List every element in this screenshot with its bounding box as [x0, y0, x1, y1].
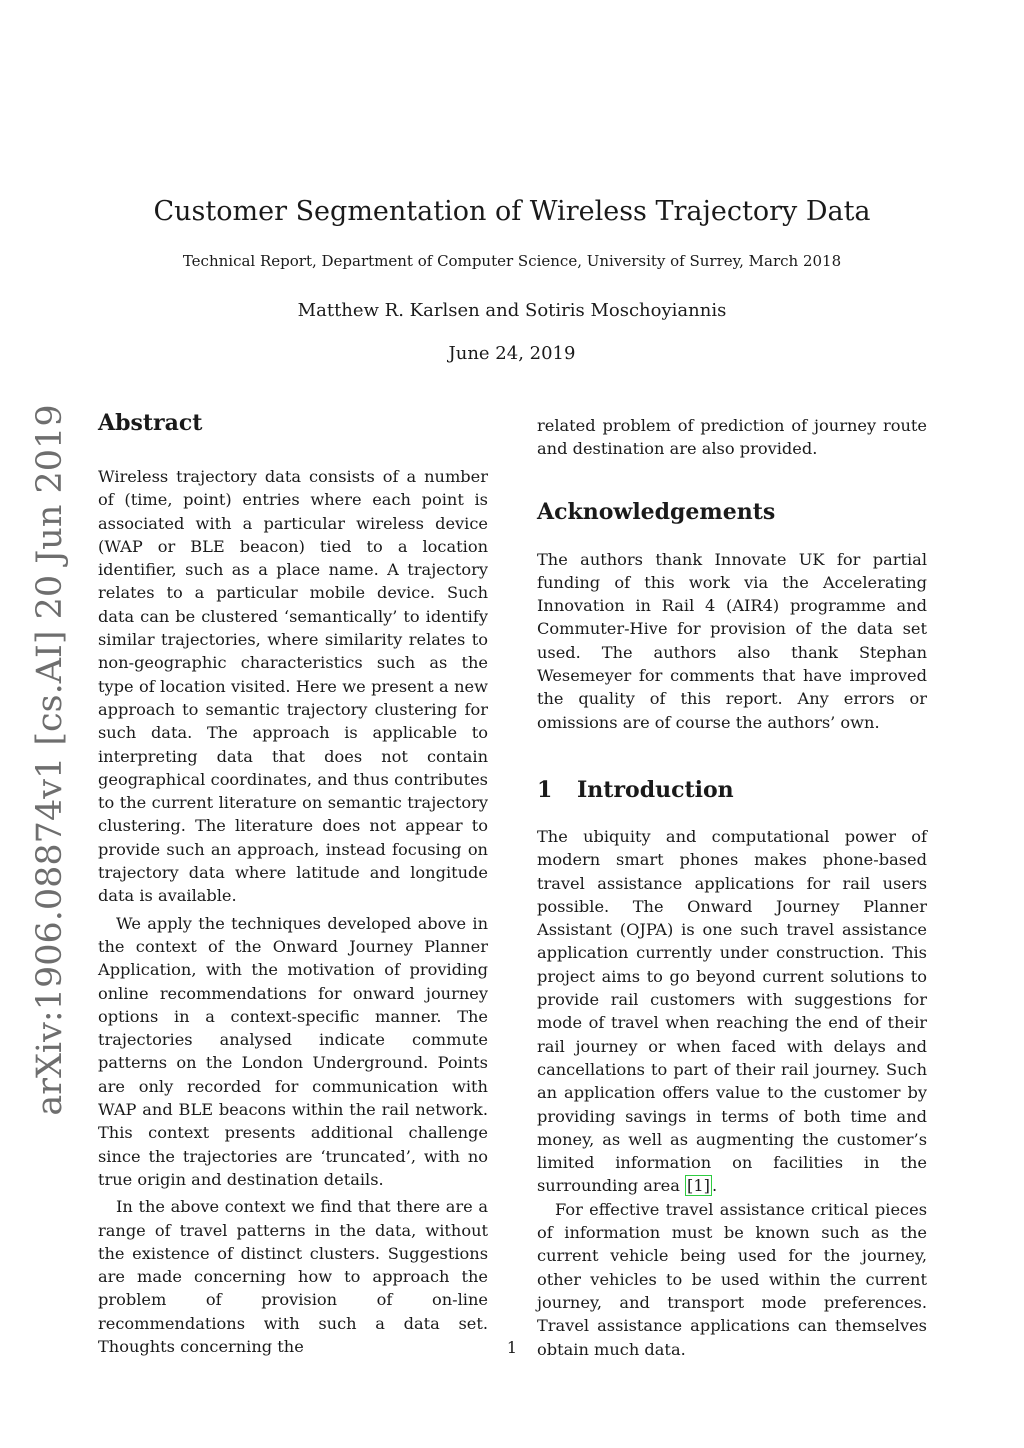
intro-text: The ubiquity and computational power of modern smart phones makes phone-based travel assistance applications for rail users possible. The Onward Journey Planner Assistant (OJPA) is one such travel assistance application currently under construction. This project aims to go beyond current solutions to provide rail customers with suggestions for mode of travel when reaching the end of their rail journey or when faced with delays and cancellations to part of their rail journey. Such an application offers value to the customer by providing savings in terms of both time and money, as well as augmenting the customer’s limited information on facilities in the surrounding area [537, 826, 927, 1196]
abstract-paragraph-3: In the above context we find that there are a range of travel patterns in the data, without the existence of distinct clusters. Suggestions are made concerning how to approach the problem of provision of on-line recommendations with such a data set. Thoughts concerning the [98, 1197, 488, 1356]
introduction-heading [537, 775, 927, 805]
report-subtitle: Technical Report, Department of Computer Science, University of Surrey, March 2018 [182, 252, 842, 270]
section-number: 1 [537, 776, 553, 803]
abstract-paragraph-2: We apply the techniques developed above in the context of the Onward Journey Planner Application, with the motivation of providing online recommendations for onward journey options in a context-specific manner. The trajectories analysed indicate commute patterns on the London Underground. Points are only recorded for communication with WAP and BLE beacons within the rail network. This context presents additional challenge since the trajectories are ‘truncated’, with no true origin and destination details. [98, 913, 488, 1189]
citation-link[interactable]: [1] [687, 1176, 710, 1196]
acknowledgements-text: The authors thank Innovate UK for partial funding of this work via the Accelerating Innovation in Rail 4 (AIR4) programme and Commuter-Hive for provision of the data set used. The authors also thank Stephan Wesemeyer for comments that have improved the quality of this report. Any errors or omissions are of course the authors’ own. [537, 549, 927, 732]
abstract-continuation: related problem of prediction of journey route and destination are also provided. [537, 416, 927, 459]
paper-title: Customer Segmentation of Wireless Trajectory Data [153, 196, 871, 227]
publication-date: June 24, 2019 [448, 343, 576, 364]
acknowledgements-heading: Acknowledgements [537, 498, 776, 525]
author-list: Matthew R. Karlsen and Sotiris Moschoyiannis [297, 300, 727, 321]
arxiv-identifier: arXiv:1906.08874v1 [cs.AI] 20 Jun 2019 [30, 404, 70, 1116]
arxiv-sidebar [30, 404, 70, 1116]
right-column [537, 414, 927, 1361]
introduction-paragraph-2: For effective travel assistance critical pieces of information must be known such as the current vehicle being used for the journey, other vehicles to be used within the current journey, and transport mode preferences. Travel assistance applications can themselves obtain much data. [537, 1199, 927, 1359]
section-title: Introduction [577, 776, 734, 803]
abstract-heading: Abstract [98, 410, 203, 436]
intro-text-end: . [711, 1176, 718, 1196]
introduction-paragraph-1 [537, 825, 927, 1198]
abstract-paragraph-1: Wireless trajectory data consists of a number of (time, point) entries where each point is associated with a particular wireless device (WAP or BLE beacon) tied to a location identifier, such as a place name. A trajectory relates to a particular mobile device. Such data can be clustered ‘semantically’ to identify similar trajectories, where similarity relates to non-geographic characteristics such as the type of location visited. Here we present a new approach to semantic trajectory clustering for such data. The approach is applicable to interpreting data that does not contain geographical coordinates, and thus contributes to the current literature on semantic trajectory clustering. The literature does not appear to provide such an approach, instead focusing on trajectory data where latitude and longitude data is available. [98, 467, 488, 906]
page-number: 1 [506, 1338, 518, 1357]
left-column [98, 408, 488, 1358]
